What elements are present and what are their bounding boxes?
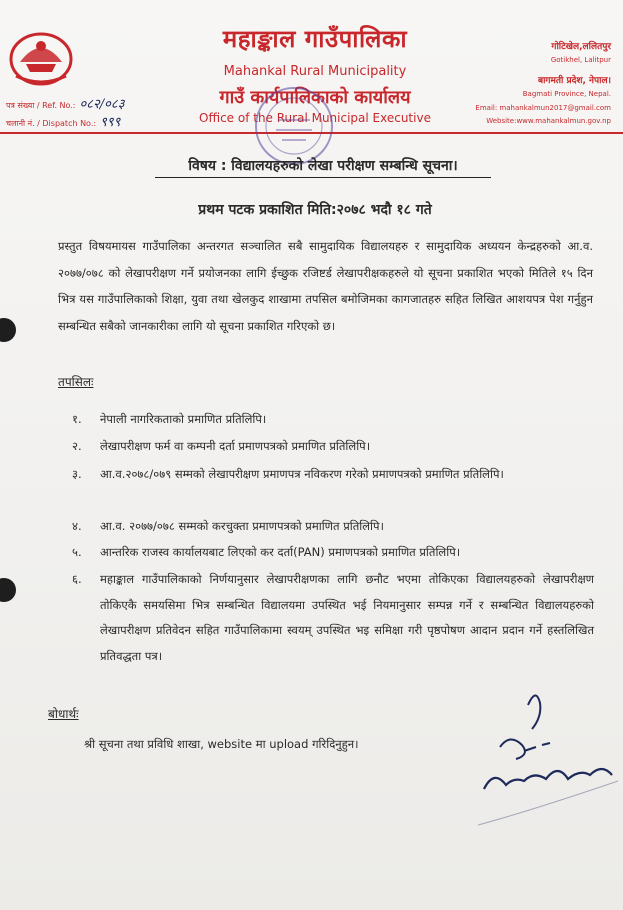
- website: Website:www.mahankalmun.gov.np: [486, 117, 611, 125]
- municipality-name-nepali: महाङ्काल गाउँपालिका: [222, 25, 408, 53]
- address-nepali: गोटिखेल,ललितपुर: [551, 42, 611, 52]
- list-heading: तपसिलः: [58, 375, 94, 389]
- reference-number: पत्र संख्या / Ref. No.: ०८२/०८३: [6, 97, 125, 112]
- cc-note: श्री सूचना तथा प्रविधि शाखा, website मा upload गरिदिनुहुन।: [84, 737, 359, 751]
- punch-hole: [0, 578, 16, 602]
- province-nepali: बागमती प्रदेश, नेपाल।: [537, 76, 611, 86]
- list-item: ४. आ.व. २०७७/०७८ सम्मको करचुक्ता प्रमाणपत्रको प्रमाणित प्रतिलिपि।: [72, 519, 384, 533]
- list-item: ६. महाङ्काल गाउँपालिकाको निर्णयानुसार लेखापरीक्षणका लागि छनौट भएमा तोकिएका विद्यालयहरुको लेखापरीक्षण तोकिएकै समयसिमा भित्र सम्बन्धित विद्यालयमा उपस्थित भई नियमानुसार सम्पन्न गर्ने र सम्बन्धित विद्यालयहरुको लेखापरीक्षण प्रतिवेदन सहित गाउँपालिकामा स्वयम् उपस्थित भइ समिक्षा गरी पृष्ठपोषण आदान प्रदान गर्ने हस्तलिखित प्रतिवद्धता पत्र।: [72, 572, 594, 663]
- dispatch-number: चलानी नं. / Dispatch No.: ९९९: [6, 115, 121, 130]
- office-name-nepali: गाउँ कार्यपालिकाको कार्यालय: [219, 87, 411, 108]
- list-item: ३. आ.व.२०७८/०७९ सम्मको लेखापरीक्षण प्रमाणपत्र नविकरण गरेको प्रमाणपत्रको प्रमाणित प्रतिलिपि।: [72, 467, 504, 481]
- dispatch-value: ९९९: [100, 115, 121, 130]
- publish-date: प्रथम पटक प्रकाशित मिति:२०७८ भदौ १८ गते: [198, 202, 432, 218]
- notice-subject: विषय : विद्यालयहरुको लेखा परीक्षण सम्बन्धि सूचना।: [155, 156, 491, 178]
- office-name-english: Office of the Rural Municipal Executive: [199, 111, 431, 125]
- notice-body: प्रस्तुत विषयमायस गाउँपालिका अन्तरगत सञ्चालित सबै सामुदायिक विद्यालयहरु र सामुदायिक अध्ययन केन्द्रहरुको आ.व. २०७७/०७८ को लेखापरीक्षण गर्ने प्रयोजनका लागि ईच्छुक रजिष्टर्ड लेखापरीक्षकहरुले यो सूचना प्रकाशित भएको मितिले १५ दिन भित्र यस गाउँपालिकाको शिक्षा, युवा तथा खेलकुद शाखामा तपसिल बमोजिमका कागजातहरु सहित लिखित आशयपत्र पेश गर्नुहुन सम्बन्धित सबैको जानकारीका लागि यो सूचना प्रकाशित गरिएको छ।: [58, 239, 593, 333]
- email: Email: mahankalmun2017@gmail.com: [475, 104, 611, 112]
- cc-heading: बोधार्थः: [48, 707, 79, 721]
- government-emblem-icon: [6, 26, 76, 88]
- punch-hole: [0, 318, 16, 342]
- list-item: ५. आन्तरिक राजस्व कार्यालयबाट लिएको कर दर्ता(PAN) प्रमाणपत्रको प्रमाणित प्रतिलिपि।: [72, 545, 461, 559]
- list-item: १. नेपाली नागरिकताको प्रमाणित प्रतिलिपि।: [72, 412, 267, 426]
- province-english: Bagmati Province, Nepal.: [522, 90, 611, 98]
- reference-value: ०८२/०८३: [79, 97, 125, 112]
- address-english: Gotikhel, Lalitpur: [550, 56, 611, 64]
- municipality-name-english: Mahankal Rural Municipality: [223, 64, 407, 79]
- list-item: २. लेखापरीक्षण फर्म वा कम्पनी दर्ता प्रमाणपत्रको प्रमाणित प्रतिलिपि।: [72, 439, 371, 453]
- signature-icon: [470, 685, 620, 835]
